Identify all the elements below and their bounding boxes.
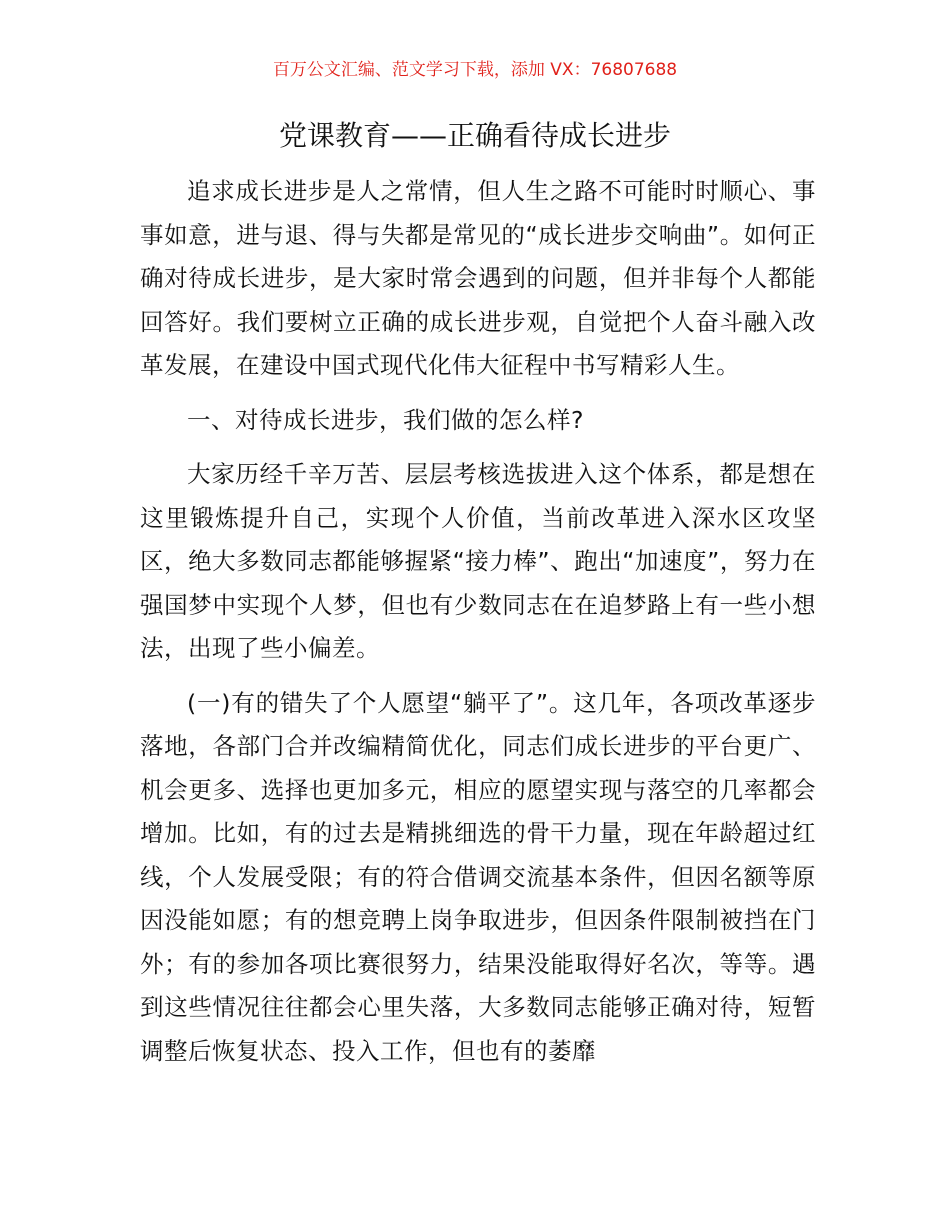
paragraph-subsection-1: (一)有的错失了个人愿望“躺平了”。这几年，各项改革逐步落地，各部门合并改编精简优化，同志们成长进步的平台更广、机会更多、选择也更加多元，相应的愿望实现与落空的几率都会增加。比如，有的过去是精挑细选的骨干力量，现在年龄超过红线，个人发展受限；有的符合借调交流基本条件，但因名额等原因没能如愿；有的想竞聘上岗争取进步，但因条件限制被挡在门外；有的参加各项比赛很努力，结果没能取得好名次，等等。遇到这些情况往往都会心里失落，大多数同志能够正确对待，短暂调整后恢复状态、投入工作，但也有的萎靡 xyxy=(140,688,816,1065)
paragraph-intro: 追求成长进步是人之常情，但人生之路不可能时时顺心、事事如意，进与退、得与失都是常见的“成长进步交响曲”。如何正确对待成长进步，是大家时常会遇到的问题，但并非每个人都能回答好。我们要树立正确的成长进步观，自觉把个人奋斗融入改革发展，在建设中国式现代化伟大征程中书写精彩人生。 xyxy=(140,177,816,379)
section-heading-1: 一、对待成长进步，我们做的怎么样? xyxy=(187,405,584,434)
promo-banner: 百万公文汇编、范文学习下载，添加 VX：76807688 xyxy=(272,60,678,80)
paragraph-section-1: 大家历经千辛万苦、层层考核选拔进入这个体系，都是想在这里锻炼提升自己，实现个人价值，当前改革进入深水区攻坚区，绝大多数同志都能够握紧“接力棒”、跑出“加速度”，努力在强国梦中实现个人梦，但也有少数同志在在追梦路上有一些小想法，出现了些小偏差。 xyxy=(140,460,816,662)
document-body xyxy=(140,170,816,1084)
document-title: 党课教育——正确看待成长进步 xyxy=(278,119,671,152)
